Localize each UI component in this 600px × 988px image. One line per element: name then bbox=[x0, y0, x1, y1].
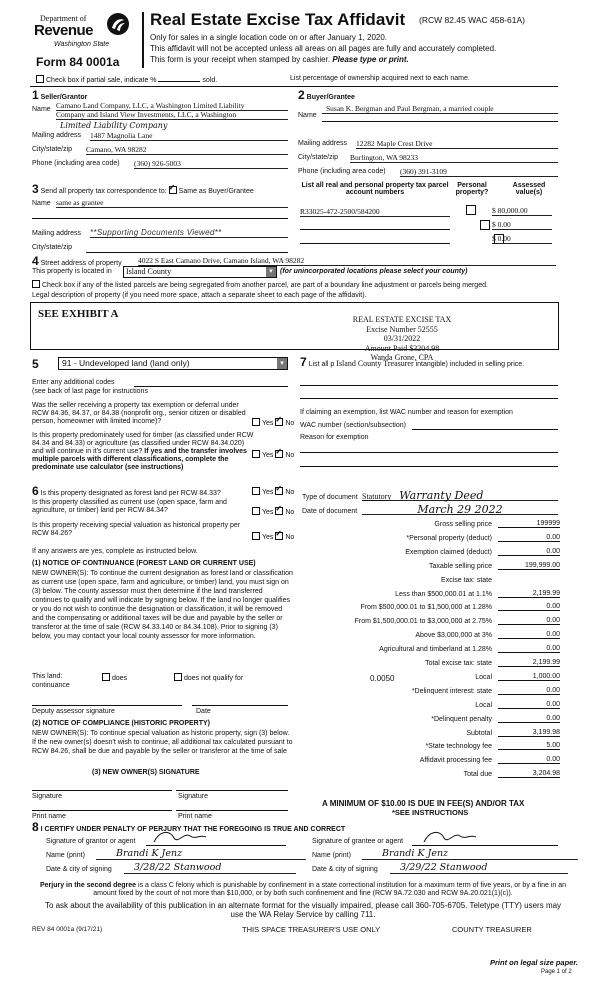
parcel-number-2[interactable] bbox=[300, 229, 450, 230]
exemption-no-checkbox[interactable] bbox=[275, 418, 283, 426]
tax-row-value[interactable]: 0.00 bbox=[498, 617, 560, 625]
local-rate: 0.0050 bbox=[370, 673, 395, 683]
tax-row bbox=[300, 730, 560, 742]
timber-question: Is this property predominately used for timber (as classified under RCW 84.34 and 84.33) or agriculture (as classified under RCW 84.34.020) and will continue in it's current use? If yes and the transfer involves multiple parcels with different classifications, complete the predominate use calculator (see instructions) bbox=[32, 432, 254, 471]
tax-row bbox=[300, 521, 560, 533]
dept-line1: Department of bbox=[40, 14, 87, 23]
tax-row-label: *Delinquent penalty bbox=[431, 715, 492, 723]
tax-row-label: Subtotal bbox=[466, 729, 492, 737]
parcel-header-account: List all real and personal property tax parcel account numbers bbox=[301, 182, 449, 196]
tax-row-label: Local bbox=[475, 673, 492, 681]
see-instructions: *SEE INSTRUCTIONS bbox=[392, 808, 469, 817]
notice-compliance-heading: (2) NOTICE OF COMPLIANCE (HISTORIC PROPERTY) bbox=[32, 720, 210, 727]
buyer-mail-label: Mailing address bbox=[298, 140, 348, 147]
tax-row bbox=[300, 702, 560, 714]
tax-row-label: *Delinquent interest: state bbox=[411, 687, 492, 695]
grantee-date-label: Date & city of signing bbox=[312, 866, 378, 873]
owner-print-2-rule[interactable] bbox=[176, 810, 288, 811]
dor-logo-icon bbox=[106, 12, 130, 36]
treasurer-use-label: THIS SPACE TREASURER'S USE ONLY bbox=[242, 925, 381, 934]
dor-logo bbox=[36, 12, 136, 52]
legal-size-note: Print on legal size paper. bbox=[490, 958, 578, 967]
forest-yes-no: Yes ✓ No bbox=[252, 487, 294, 496]
corr-city-label: City/state/zip bbox=[32, 244, 73, 251]
seller-heading: 1 Seller/Grantor bbox=[32, 88, 88, 102]
tax-row-label: Total due bbox=[463, 771, 492, 779]
boundary-checkbox[interactable] bbox=[32, 280, 40, 288]
corr-name-field[interactable]: same as grantee bbox=[56, 198, 288, 208]
seller-phone-field[interactable]: (360) 926-5003 bbox=[134, 159, 288, 169]
tax-row bbox=[300, 716, 560, 728]
header-note-2: This affidavit will not be accepted unless all areas on all pages are fully and accurately completed. bbox=[150, 44, 497, 53]
tax-row-label: Gross selling price bbox=[434, 521, 492, 528]
historic-yes-no: Yes ✓ No bbox=[252, 532, 294, 541]
assessed-value-1[interactable]: $ 80,000.00 bbox=[492, 206, 552, 216]
tax-row-value[interactable]: 0.00 bbox=[498, 701, 560, 709]
historic-yes-checkbox[interactable] bbox=[252, 532, 260, 540]
seller-city-field[interactable]: Camano, WA 98282 bbox=[86, 145, 288, 155]
tax-row-label: Agricultural and timberland at 1.28% bbox=[379, 646, 492, 654]
corr-city-rule bbox=[86, 252, 288, 253]
doc-date-label: Date of document bbox=[302, 508, 358, 515]
codes-instructions: (see back of last page for instructions bbox=[32, 388, 148, 395]
grantor-date-field[interactable]: 3/28/22 Stanwood bbox=[124, 862, 296, 874]
owner-sig-1-rule[interactable] bbox=[32, 790, 172, 791]
header-divider bbox=[142, 12, 144, 68]
additional-codes-field[interactable] bbox=[134, 386, 288, 387]
county-treasurer-label: COUNTY TREASURER bbox=[452, 925, 532, 934]
property-street-row: 4 Street address of property bbox=[32, 254, 122, 268]
exemption-yes-no: Yes ✓ No bbox=[252, 418, 294, 427]
tax-row-value[interactable]: 3,204.98 bbox=[498, 770, 560, 778]
partial-sale-checkbox[interactable] bbox=[36, 75, 44, 83]
personal-property-checkbox-2[interactable] bbox=[480, 220, 490, 230]
seller-name-line2[interactable]: Company and Island View Investments, LLC, a Washington bbox=[56, 110, 288, 120]
header-note-3: This form is your receipt when stamped by cashier. Please type or print. bbox=[150, 55, 409, 64]
sec7-rule-1 bbox=[300, 385, 558, 386]
tax-row-label: Less than $500,000.01 at 1.1% bbox=[395, 590, 492, 598]
minimum-fee-note: A MINIMUM OF $10.00 IS DUE IN FEE(S) AND/OR TAX bbox=[322, 799, 525, 808]
corr-mail-field[interactable]: **Supporting Documents Viewed** bbox=[90, 228, 288, 238]
page-number: Page 1 of 2 bbox=[541, 969, 572, 975]
legal-description-text: SEE EXHIBIT A bbox=[38, 308, 119, 320]
correspondence-heading: 3 Send all property tax correspondence to: ✓ Same as Buyer/Grantee bbox=[32, 182, 254, 196]
chevron-down-icon[interactable]: ▾ bbox=[277, 358, 287, 369]
buyer-city-field[interactable]: Burlington, WA 98233 bbox=[350, 153, 558, 163]
county-select[interactable]: Island County ▾ bbox=[123, 266, 277, 278]
dept-line2: Revenue bbox=[34, 22, 94, 39]
grantee-name-field[interactable]: Brandi K Jenz bbox=[362, 848, 578, 860]
tax-row-value[interactable]: 2,199.99 bbox=[498, 659, 560, 667]
doc-type-label: Type of document bbox=[302, 494, 358, 501]
tax-row bbox=[300, 563, 560, 575]
grantee-name-label: Name (print) bbox=[312, 852, 351, 859]
tax-row-value[interactable]: 0.00 bbox=[498, 603, 560, 611]
exemption-wac-label: If claiming an exemption, list WAC number and reason for exemption bbox=[300, 409, 513, 416]
tax-row-label: Total excise tax: state bbox=[425, 660, 492, 667]
tax-row-value[interactable]: 0.00 bbox=[498, 631, 560, 639]
tax-row-label: Above $3,000,000 at 3% bbox=[415, 632, 492, 640]
doc-date-field[interactable]: March 29 2022 bbox=[362, 503, 558, 515]
assessed-value-3[interactable]: $ 0.00 bbox=[492, 234, 552, 244]
does-not-checkbox[interactable] bbox=[174, 673, 182, 681]
buyer-phone-label: Phone (including area code) bbox=[298, 168, 386, 175]
buyer-name-label: Name bbox=[298, 112, 317, 119]
seller-mail-field[interactable]: 1487 Magnolia Lane bbox=[90, 131, 288, 141]
tax-row-value[interactable]: 0.00 bbox=[498, 534, 560, 542]
grantor-date-label: Date & city of signing bbox=[46, 866, 112, 873]
tax-row-value[interactable]: 5.00 bbox=[498, 742, 560, 750]
reason-rule-1[interactable] bbox=[300, 452, 558, 453]
header-note-1: Only for sales in a single location code on or after January 1, 2020. bbox=[150, 33, 388, 42]
timber-yes-checkbox[interactable] bbox=[252, 450, 260, 458]
forest-question: 6 Is this property designated as forest land per RCW 84.33? bbox=[32, 484, 221, 498]
corr-name-label: Name bbox=[32, 200, 51, 207]
this-land-label: This land: bbox=[32, 673, 63, 680]
owner-sig-2-label: Signature bbox=[178, 793, 208, 800]
tax-row-label: Affidavit processing fee bbox=[419, 757, 492, 765]
additional-codes-label: Enter any additional codes bbox=[32, 379, 115, 386]
tax-row-value[interactable]: 3,199.98 bbox=[498, 729, 560, 737]
historic-no-checkbox[interactable] bbox=[275, 532, 283, 540]
unincorporated-note: (for unincorporated locations please select your county) bbox=[280, 268, 468, 275]
exemption-yes-checkbox[interactable] bbox=[252, 418, 260, 426]
located-in-label: This property is located in bbox=[32, 268, 112, 275]
tax-row-label: From $500,000.01 to $1,500,000 at 1.28% bbox=[360, 604, 492, 612]
forest-no-checkbox[interactable] bbox=[275, 487, 283, 495]
parcel-number-3[interactable] bbox=[300, 243, 450, 244]
deputy-sig-label: Deputy assessor signature bbox=[32, 708, 115, 715]
seller-name-line3: Limited Liability Company bbox=[60, 121, 168, 130]
seller-city-label: City/state/zip bbox=[32, 146, 73, 153]
tax-row-label: *Personal property (deduct) bbox=[406, 534, 492, 542]
notice-compliance-body: NEW OWNER(S): To continue special valuation as historic property, sign (3) below. If the new owner(s) doesn't wish to continue, all additional tax calculated pursuant to RCW 84.26, shall be due and payable by the seller or transferor at the time of sale bbox=[32, 730, 293, 755]
tax-row bbox=[300, 577, 560, 589]
owner-print-1-rule[interactable] bbox=[32, 810, 172, 811]
personal-property-checkbox-1[interactable] bbox=[466, 205, 476, 215]
tax-row-value[interactable]: 2,199.99 bbox=[498, 590, 560, 598]
same-as-buyer-checkbox[interactable] bbox=[169, 186, 177, 194]
alternate-format-notice: To ask about the availability of this publication in an alternate format for the visually impaired, please call 360-705-6705. Teletype (TTY) users may use the WA Relay Service by calling 711. bbox=[44, 901, 562, 919]
if-any-yes: If any answers are yes, complete as instructed below. bbox=[32, 548, 198, 555]
parcel-header-assessed: Assessed value(s) bbox=[512, 182, 546, 196]
buyer-name-rule bbox=[322, 121, 558, 122]
reason-label: Reason for exemption bbox=[300, 434, 369, 441]
tax-row-value[interactable]: 0.00 bbox=[498, 645, 560, 653]
grantee-signature bbox=[420, 828, 480, 846]
current-use-no-checkbox[interactable] bbox=[275, 507, 283, 515]
buyer-mail-field[interactable]: 12282 Maple Crest Drive bbox=[356, 139, 558, 149]
does-option: does bbox=[102, 673, 127, 682]
chevron-down-icon[interactable]: ▾ bbox=[266, 267, 276, 277]
notice-continuance-body: NEW OWNER(S): To continue the current designation as forest land or classification as current use (open space, farm and agriculture, or timber) land, you must sign on (3) below. The county assessor must then determine if the land transferred continues to qualify and will indicate by signing below. If the land no longer qualifies or you do not wish to continue the designation or classification, it will be removed and the compensating or additional taxes will be due and payable by the seller or transferor at the time of sale (RCW 84.33.140 or 84.34.108). Prior to signing (3) below, you may contact your local county assessor for more information. bbox=[32, 570, 293, 640]
seller-name-line1[interactable]: Camano Land Company, LLC, a Washington Limited Liability bbox=[56, 101, 288, 111]
wac-number-label: WAC number (section/subsection) bbox=[300, 422, 406, 429]
continuance-label: continuance bbox=[32, 682, 70, 689]
seller-mail-label: Mailing address bbox=[32, 132, 82, 139]
wac-number-field[interactable] bbox=[412, 429, 558, 430]
grantor-name-label: Name (print) bbox=[46, 852, 85, 859]
grantor-signature bbox=[150, 828, 210, 846]
tax-row bbox=[300, 549, 560, 561]
tax-row-value[interactable]: 199,999.00 bbox=[498, 562, 560, 570]
rev-number: REV 84 0001a (9/17/21) bbox=[32, 926, 103, 933]
tax-row-label: Excise tax: state bbox=[441, 576, 492, 584]
perjury-notice: Perjury in the second degree is a class C felony which is punishable by confinement in a state correctional institution for a maximum term of five years, or by a fine in an amount fixed by the court of not more than $10,000, or by both such confinement and fine (RCW 9A.72.030 and RCW 9A.20.021(1)(c)). bbox=[39, 882, 567, 897]
grantor-name-field[interactable]: Brandi K Jenz bbox=[96, 848, 306, 860]
tax-row-label: *State technology fee bbox=[425, 743, 492, 751]
tax-row bbox=[300, 771, 560, 783]
historic-question: Is this property receiving special valuation as historical property per RCW 84.26? bbox=[32, 522, 241, 537]
buyer-city-label: City/state/zip bbox=[298, 154, 339, 161]
tax-row bbox=[300, 535, 560, 547]
reason-rule-2[interactable] bbox=[300, 466, 558, 467]
tax-row-label: Local bbox=[475, 701, 492, 709]
deputy-date-label: Date bbox=[196, 708, 211, 715]
buyer-heading: 2 Buyer/Grantee bbox=[298, 88, 355, 102]
tax-row bbox=[300, 688, 560, 700]
grantee-sig-label: Signature of grantee or agent bbox=[312, 838, 404, 845]
seller-phone-label: Phone (including area code) bbox=[32, 160, 120, 167]
timber-no-checkbox[interactable] bbox=[275, 450, 283, 458]
assessed-value-2[interactable]: $ 0.00 bbox=[492, 220, 552, 230]
corr-mail-label: Mailing address bbox=[32, 230, 82, 237]
land-use-select[interactable]: 91 - Undeveloped land (land only) ▾ bbox=[58, 357, 288, 370]
tax-row bbox=[300, 660, 560, 672]
tax-row-label: Taxable selling price bbox=[428, 562, 492, 570]
current-use-yes-checkbox[interactable] bbox=[252, 507, 260, 515]
grantee-date-field[interactable]: 3/29/22 Stanwood bbox=[390, 862, 568, 874]
form-title-ref: (RCW 82.45 WAC 458-61A) bbox=[419, 15, 525, 25]
sec5-number: 5 bbox=[32, 357, 39, 371]
tax-row-value[interactable]: 0.00 bbox=[498, 715, 560, 723]
owner-print-2-label: Print name bbox=[178, 813, 212, 820]
list-percentage-note: List percentage of ownership acquired next to each name. bbox=[290, 75, 470, 82]
new-owner-sig-heading: (3) NEW OWNER(S) SIGNATURE bbox=[92, 769, 200, 776]
tax-row-value[interactable]: 0.00 bbox=[498, 756, 560, 764]
tax-row bbox=[300, 646, 560, 658]
tax-row bbox=[300, 591, 560, 603]
doc-type-field[interactable]: Statutory Warranty Deed bbox=[362, 489, 558, 501]
top-rule bbox=[30, 86, 558, 87]
tax-row bbox=[300, 757, 560, 769]
tax-row-label: From $1,500,000.01 to $3,000,000 at 2.75% bbox=[354, 618, 492, 626]
certify-row: 8 I CERTIFY UNDER PENALTY OF PERJURY THAT THE FOREGOING IS TRUE AND CORRECT bbox=[32, 820, 346, 834]
tax-row bbox=[300, 604, 560, 616]
current-use-question: Is this property classified as current use (open space, farm and agriculture, or timber) land per RCW 84.34? bbox=[32, 499, 227, 514]
buyer-phone-field[interactable]: (360) 391-3109 bbox=[400, 167, 558, 177]
grantor-sig-label: Signature of grantor or agent bbox=[46, 838, 136, 845]
tax-row-value[interactable]: 0.00 bbox=[498, 687, 560, 695]
current-use-yes-no: Yes ✓ No bbox=[252, 507, 294, 516]
seller-name-label: Name bbox=[32, 106, 51, 113]
parcel-number-1[interactable]: R33025-472-2500/584200 bbox=[300, 207, 450, 217]
tax-row-label: Exemption claimed (deduct) bbox=[405, 548, 492, 556]
treasurer-stamp: REAL ESTATE EXCISE TAX Excise Number 52555 03/31/2022 Amount Paid $3204.98 Wanda Grone, CPA bbox=[352, 315, 452, 362]
form-number: Form 84 0001a bbox=[36, 55, 120, 69]
sec7-row: 7 List all p Island County Treasurer intangible) included in selling price. bbox=[300, 355, 525, 369]
parcel-header-personal: Personal property? bbox=[455, 182, 489, 196]
deputy-date-rule[interactable] bbox=[192, 705, 288, 706]
tax-row-value[interactable]: 199999 bbox=[498, 520, 560, 528]
notice-continuance-heading: (1) NOTICE OF CONTINUANCE (FOREST LAND OR CURRENT USE) bbox=[32, 560, 256, 567]
form-title: Real Estate Excise Tax Affidavit bbox=[150, 10, 406, 29]
boundary-row: Check box if any of the listed parcels are being segregated from another parcel, are part of a boundary line adjustment or parcels being merged. bbox=[32, 280, 558, 289]
tax-row bbox=[300, 632, 560, 644]
does-not-option: does not qualify for bbox=[174, 673, 243, 682]
timber-yes-no: Yes ✓ No bbox=[252, 450, 294, 459]
owner-print-1-label: Print name bbox=[32, 813, 66, 820]
exemption-question: Was the seller receiving a property tax exemption or deferral under RCW 84.36, 84.37, or 84.38 (nonprofit org., senior citizen or disabled person, homeowner with limited income)? bbox=[32, 402, 246, 425]
tax-row bbox=[300, 618, 560, 630]
tax-row-value[interactable]: 1,000.00 bbox=[498, 673, 560, 681]
owner-sig-1-label: Signature bbox=[32, 793, 62, 800]
buyer-name-field[interactable]: Susan K. Bergman and Paul Bergman, a married couple bbox=[322, 104, 558, 114]
dept-line3: Washington State bbox=[54, 41, 110, 48]
property-street-field[interactable]: 4022 S East Camano Drive, Camano Island, WA 98282 bbox=[138, 256, 556, 266]
corr-blank-rule bbox=[32, 218, 288, 219]
tax-row bbox=[300, 674, 560, 686]
partial-sale-row: Check box if partial sale, indicate % sold. bbox=[36, 75, 217, 84]
sec7-rule-2 bbox=[300, 398, 558, 399]
tax-row bbox=[300, 743, 560, 755]
deputy-sig-rule[interactable] bbox=[32, 705, 182, 706]
does-checkbox[interactable] bbox=[102, 673, 110, 681]
tax-row-value[interactable]: 0.00 bbox=[498, 548, 560, 556]
legal-description-label: Legal description of property (if you need more space, attach a separate sheet to each page of the affidavit). bbox=[32, 292, 367, 299]
forest-yes-checkbox[interactable] bbox=[252, 487, 260, 495]
owner-sig-2-rule[interactable] bbox=[176, 790, 288, 791]
